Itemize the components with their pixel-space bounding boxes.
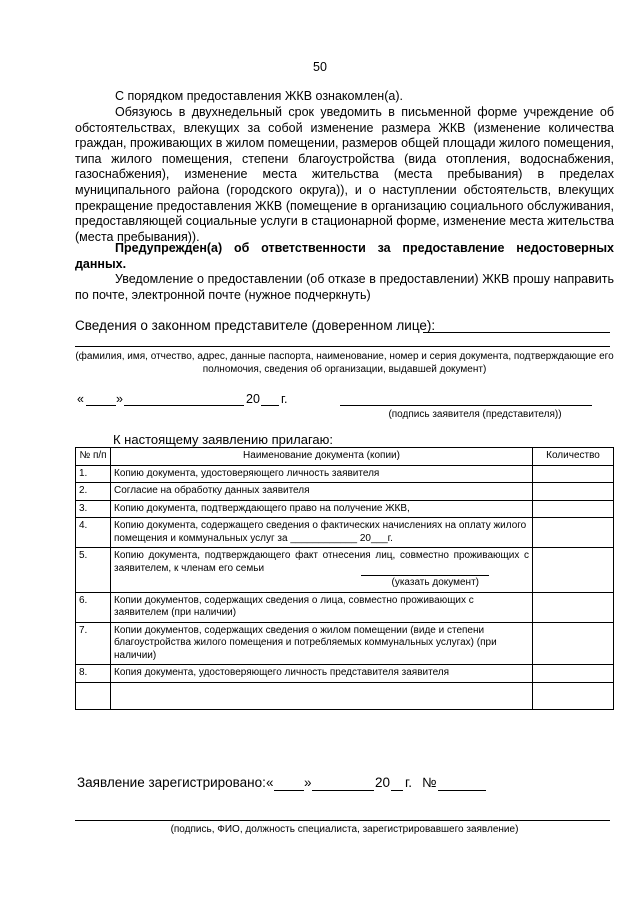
row-num: 3.	[76, 500, 111, 518]
attachments-table	[75, 447, 614, 710]
row-num: 8.	[76, 665, 111, 683]
row-name: Копию документа, содержащего сведения о фактических начислениях на оплату жилого помещения и коммунальных услуг за ____________ 20___г.	[111, 518, 533, 548]
row-qty-cell[interactable]	[533, 548, 614, 593]
row-name: Согласие на обработку данных заявителя	[111, 483, 533, 501]
table-row	[76, 548, 614, 593]
row-num: 7.	[76, 622, 111, 665]
row-name: Копия документа, удостоверяющего личность представителя заявителя	[111, 665, 533, 683]
row-num	[76, 682, 111, 709]
header-name: Наименование документа (копии)	[111, 448, 533, 466]
attachments-heading: К настоящему заявлению прилагаю:	[113, 432, 333, 447]
date-close-quote: »	[116, 392, 123, 406]
date-open-quote: «	[77, 392, 84, 406]
row-hint	[114, 575, 529, 590]
reg-month-field[interactable]	[312, 790, 374, 791]
specialist-note: (подпись, ФИО, должность специалиста, зарегистрировавшего заявление)	[170, 824, 519, 835]
warning-paragraph: Предупрежден(а) об ответственности за предоставление недостоверных данных.	[75, 241, 614, 271]
row-num: 5.	[76, 548, 111, 593]
signature-note: (подпись заявителя (представителя))	[388, 409, 562, 420]
row-name: Копию документа, удостоверяющего личность заявителя	[111, 465, 533, 483]
table-row	[76, 465, 614, 483]
row-qty-cell[interactable]	[533, 622, 614, 665]
date-year-suffix: г.	[281, 392, 288, 406]
row-qty-cell[interactable]	[533, 483, 614, 501]
reg-number-sign: №	[422, 775, 437, 790]
obligation-paragraph: Обязуюсь в двухнедельный срок уведомить в письменной форме учреждение об обстоятельствах, влекущих за собой изменение размера ЖКВ (изменение количества граждан, проживающих в жилом помещении, размеров общей площади жилого помещения, типа жилого помещения, степени благоустройства (вида отопления, водоснабжения, газоснабжения), изменение места жительства (места пребывания) в пределах муниципального района (городского округа)), и о наступлении обстоятельств, влекущих прекращение предоставления ЖКВ (помещение в организацию социального обслуживания, предоставляющей социальные услуги в стационарной форме, изменение места жительства (места пребывания)).	[75, 105, 614, 244]
representative-input-line[interactable]	[423, 332, 610, 333]
applicant-signature-line[interactable]	[340, 405, 592, 406]
reg-year-field[interactable]	[391, 790, 403, 791]
notification-paragraph: Уведомление о предоставлении (об отказе в предоставлении) ЖКВ прошу направить по почте, электронной почте (нужное подчеркнуть)	[75, 272, 614, 302]
reg-number-field[interactable]	[438, 790, 486, 791]
table-row	[76, 665, 614, 683]
page-number: 50	[313, 60, 327, 74]
acquainted-text: С порядком предоставления ЖКВ ознакомлен(а).	[115, 89, 403, 103]
row-num: 6.	[76, 592, 111, 622]
row-name: Копии документов, содержащих сведения о лица, совместно проживающих с заявителем (при наличии)	[111, 592, 533, 622]
row-qty-cell[interactable]	[533, 465, 614, 483]
date-year-field[interactable]	[261, 405, 279, 406]
row-name-cell	[111, 548, 533, 593]
reg-year-prefix: 20	[375, 775, 391, 790]
row-num: 2.	[76, 483, 111, 501]
table-row	[76, 592, 614, 622]
table-row	[76, 518, 614, 548]
table-row	[76, 622, 614, 665]
row-qty-cell[interactable]	[533, 665, 614, 683]
table-row	[76, 500, 614, 518]
representative-note: (фамилия, имя, отчество, адрес, данные паспорта, наименование, номер и серия документа, подтверждающие его полномочия, сведения об организации, выдавшей документ)	[75, 351, 614, 375]
row-num: 1.	[76, 465, 111, 483]
row-name: Копию документа, подтверждающего право на получение ЖКВ,	[111, 500, 533, 518]
row-qty-cell[interactable]	[533, 682, 614, 709]
row-qty-cell[interactable]	[533, 500, 614, 518]
header-qty: Количество	[533, 448, 614, 466]
registration-label: Заявление зарегистрировано:	[77, 775, 266, 790]
date-year-prefix: 20	[246, 392, 260, 406]
row-name: Копии документов, содержащих сведения о жилом помещении (виде и степени благоустройства жилого помещения и потребляемых коммунальных услугах) (при наличии)	[111, 622, 533, 665]
table-header-row	[76, 448, 614, 466]
table-row-empty	[76, 682, 614, 709]
header-num: № п/п	[76, 448, 111, 466]
row-qty-cell[interactable]	[533, 518, 614, 548]
row-num: 4.	[76, 518, 111, 548]
reg-day-field[interactable]	[274, 790, 304, 791]
row-name[interactable]	[111, 682, 533, 709]
representative-input-line-2[interactable]	[75, 346, 610, 347]
table-row	[76, 483, 614, 501]
date-month-field[interactable]	[124, 405, 244, 406]
document-fill-line[interactable]: (указать документ)	[361, 575, 489, 590]
reg-open-quote: «	[266, 775, 274, 790]
date-day-field[interactable]	[86, 405, 116, 406]
reg-year-suffix: г.	[405, 775, 413, 790]
reg-close-quote: »	[304, 775, 312, 790]
row-name: Копию документа, подтверждающего факт отнесения лиц, совместно проживающих с заявителем, к членам его семьи	[114, 550, 529, 574]
row-qty-cell[interactable]	[533, 592, 614, 622]
representative-label: Сведения о законном представителе (доверенном лице):	[75, 318, 436, 333]
specialist-signature-line[interactable]	[75, 820, 610, 821]
